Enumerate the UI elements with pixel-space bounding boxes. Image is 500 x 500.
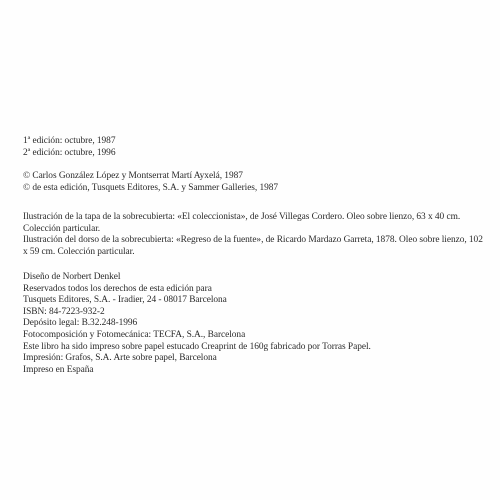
printed-in: Impreso en España: [23, 364, 94, 375]
typesetting-credit: Fotocomposición y Fotomecánica: TECFA, S.A., Barcelona: [23, 329, 246, 340]
rights-reserved: Reservados todos los derechos de esta edición para: [23, 283, 212, 294]
isbn: ISBN: 84-7223-932-2: [23, 306, 105, 317]
back-cover-credit: Ilustración del dorso de la sobrecubierta: «Regreso de la fuente», de Ricardo Mardazo Garreta, 1878. Oleo sobre lienzo, 102 x 59 cm. Colección particular.: [23, 235, 483, 257]
paper-credit: Este libro ha sido impreso sobre papel estucado Creaprint de 160g fabricado por Torras Papel.: [23, 341, 371, 352]
publication-credits: [23, 272, 483, 376]
edition-history: [23, 136, 483, 159]
copyright-edition: © de esta edición, Tusquets Editores, S.A. y Sammer Galleries, 1987: [23, 182, 279, 193]
copyright-authors: © Carlos González López y Montserrat Martí Ayxelá, 1987: [23, 171, 243, 181]
front-cover-credit: Ilustración de la tapa de la sobrecubierta: «El coleccionista», de José Villegas Cordero. Oleo sobre lienzo, 63 x 40 cm. Colección particular.: [23, 212, 461, 234]
edition-line-second: 2ª edición: octubre, 1996: [23, 147, 116, 158]
legal-deposit: Depósito legal: B.32.248-1996: [23, 318, 138, 329]
cover-illustration-credits: [23, 212, 483, 258]
printing-credit: Impresión: Grafos, S.A. Arte sobre papel, Barcelona: [23, 353, 217, 364]
design-credit: Diseño de Norbert Denkel: [23, 272, 121, 282]
edition-line-first: 1ª edición: octubre, 1987: [23, 136, 116, 146]
publisher-address: Tusquets Editores, S.A. - Iradier, 24 - 08017 Barcelona: [23, 295, 227, 306]
copyright-notices: [23, 171, 483, 194]
